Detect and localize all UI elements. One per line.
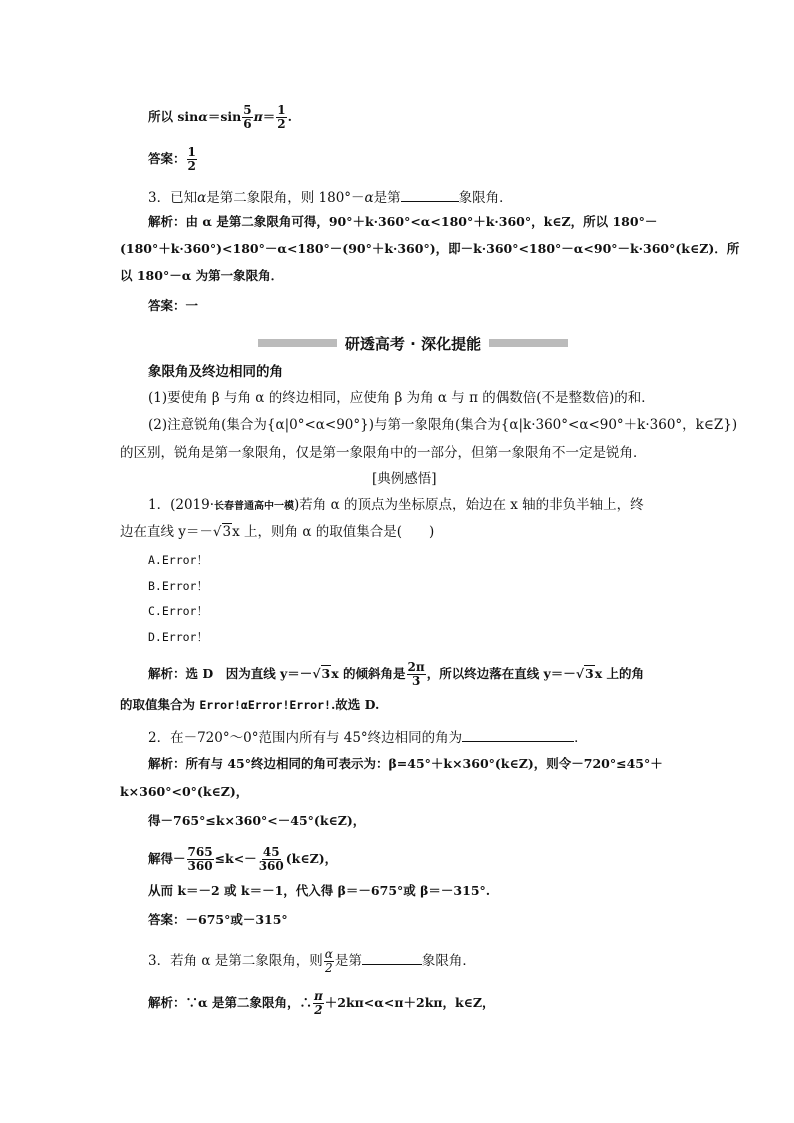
example-2 [148, 727, 588, 747]
point-2-line-1: (2)注意锐角(集合为{α|0°<α<90°})与第一象限角(集合为{α|k·360°<α<90°＋k·360°，k∈Z}) [148, 417, 738, 433]
solution-1-line-2 [120, 696, 379, 714]
banner-bar-right [489, 339, 568, 347]
solution-2-line-2: k×360°<0°(k∈Z)， [120, 784, 249, 799]
text: 的取值集合为 [120, 697, 196, 712]
numerator: 765 [187, 845, 213, 859]
text: 所以 sin [148, 109, 199, 124]
solution-3-line-1: 解析：由 α 是第二象限角可得，90°＋k·360°<α<180°＋k·360°，k∈Z，所以 180°－ [148, 214, 658, 229]
text: (k∈Z)， [285, 851, 338, 866]
option-d: D.Error！ [148, 630, 208, 644]
example-1-line-2: 边在直线 y＝－√3x 上，则角 α 的取值集合是( ) [120, 524, 435, 540]
fraction [258, 846, 285, 873]
radicand: 3 [321, 666, 331, 681]
text: α [198, 109, 208, 124]
example-header: [典例感悟] [372, 471, 437, 487]
solution-final-line [148, 104, 292, 131]
solution-2-line-3: 得－765°≤k×360°<－45°(k∈Z)， [148, 813, 366, 828]
text: ，所以终边落在直线 y＝－ [426, 666, 576, 681]
text: 是第 [334, 953, 362, 969]
text: 象限角． [458, 190, 513, 206]
example-3 [148, 948, 476, 975]
solution-2-line-5: 从而 k＝－2 或 k＝－1，代入得 β＝－675°或 β＝－315°. [148, 883, 491, 898]
fraction [324, 948, 334, 975]
answer-line [148, 146, 198, 173]
text: α [197, 190, 207, 206]
text: 是第二象限角，则 180°－ [206, 190, 365, 206]
text: 3．若角 α 是第二象限角，则 [148, 953, 323, 969]
solution-3-line-3: 以 180°－α 为第一象限角． [120, 268, 284, 283]
text: ＝ [262, 109, 276, 124]
denominator: 3 [411, 674, 421, 688]
text: 象限角． [421, 953, 476, 969]
text: ． [574, 730, 588, 746]
text: π [253, 109, 263, 124]
denominator: 360 [187, 859, 213, 873]
numerator: 2π [407, 660, 425, 674]
numerator: 1 [187, 145, 196, 159]
text: 解得－ [148, 851, 186, 866]
denominator: 360 [258, 859, 284, 873]
answer-3: 答案：一 [148, 298, 199, 313]
option-c: C.Error！ [148, 604, 208, 618]
text: 2．在－720°～0°范围内所有与 45°终边相同的角为 [148, 730, 463, 746]
text: 3．已知 [148, 190, 198, 206]
denominator: 2 [277, 117, 286, 131]
section-banner [258, 333, 568, 353]
solution-1-line-1: 解析：选 D 因为直线 y＝－√3x 的倾斜角是 $\frac{2\pi}{3}$ ，所以终边落在直线 y＝－√3x 上的角 [148, 660, 645, 688]
fraction [276, 104, 286, 131]
denominator: 2 [314, 1003, 323, 1017]
point-2-line-2: 的区别，锐角是第一象限角，仅是第一象限角中的一部分，但第一象限角不一定是锐角． [120, 445, 647, 461]
numerator: π [313, 989, 323, 1003]
radicand: 3 [585, 666, 594, 681]
text: x 上的角 [594, 666, 645, 681]
text: ＋2kπ<α<π＋2kπ，k∈Z， [324, 995, 495, 1010]
text: α [364, 190, 374, 206]
option-b: B.Error！ [148, 579, 208, 593]
fraction [407, 661, 426, 688]
answer-blank [401, 187, 459, 202]
answer-blank [462, 727, 574, 742]
text: 是第 [373, 190, 401, 206]
fraction [187, 846, 214, 873]
fraction [313, 990, 324, 1017]
solution-2-line-1: 解析：所有与 45°终边相同的角可表示为：β=45°＋k×360°(k∈Z)，则令－720°≤45°＋ [148, 756, 663, 771]
text: 解析：选 D 因为直线 y＝－ [148, 666, 313, 681]
fraction [187, 146, 197, 173]
option-a: A.Error！ [148, 553, 208, 567]
source-note: 长春普通高中一模 [214, 501, 295, 512]
text: . [287, 109, 292, 124]
text: ≤k<－ [214, 851, 257, 866]
text: 边在直线 y＝－ [120, 524, 213, 540]
banner-bar-left [258, 339, 337, 347]
text: 解析：∵α 是第二象限角，∴ [148, 995, 312, 1010]
text: )若角 α 的顶点为坐标原点，始边在 x 轴的非负半轴上，终 [294, 497, 644, 513]
text: 1．(2019· [148, 497, 215, 513]
section-title: 研透高考 · 深化提能 [344, 334, 482, 353]
answer-label: 答案： [148, 151, 186, 166]
topic-heading: 象限角及终边相同的角 [148, 364, 283, 380]
solution-3-line-2: (180°＋k·360°)<180°－α<180°－(90°＋k·360°)，即－k·360°<180°－α<90°－k·360°(k∈Z)．所 [120, 241, 740, 256]
denominator: 6 [243, 117, 252, 131]
question-3 [148, 187, 513, 207]
numerator: α [324, 947, 333, 961]
numerator: 45 [262, 845, 280, 859]
text: x 上，则角 α 的取值集合是( ) [232, 524, 435, 540]
numerator: 1 [277, 103, 286, 117]
radicand: 3 [222, 524, 232, 540]
answer-blank [362, 950, 422, 965]
text: ＝sin [207, 109, 242, 124]
text: x 的倾斜角是 [331, 666, 406, 681]
text: Error!αError!Error! [199, 698, 331, 712]
denominator: 2 [325, 961, 333, 975]
numerator: 5 [243, 103, 252, 117]
point-1: (1)要使角 β 与角 α 的终边相同，应使角 β 为角 α 与 π 的偶数倍(不是整数倍)的和． [148, 390, 655, 406]
solution-2-line-4 [148, 846, 337, 873]
fraction [242, 104, 252, 131]
example-1-line-1 [148, 496, 644, 516]
solution-3b-line-1 [148, 990, 495, 1017]
answer-2: 答案：－675°或－315° [148, 912, 288, 927]
text: .故选 D. [330, 697, 380, 712]
denominator: 2 [187, 159, 196, 173]
